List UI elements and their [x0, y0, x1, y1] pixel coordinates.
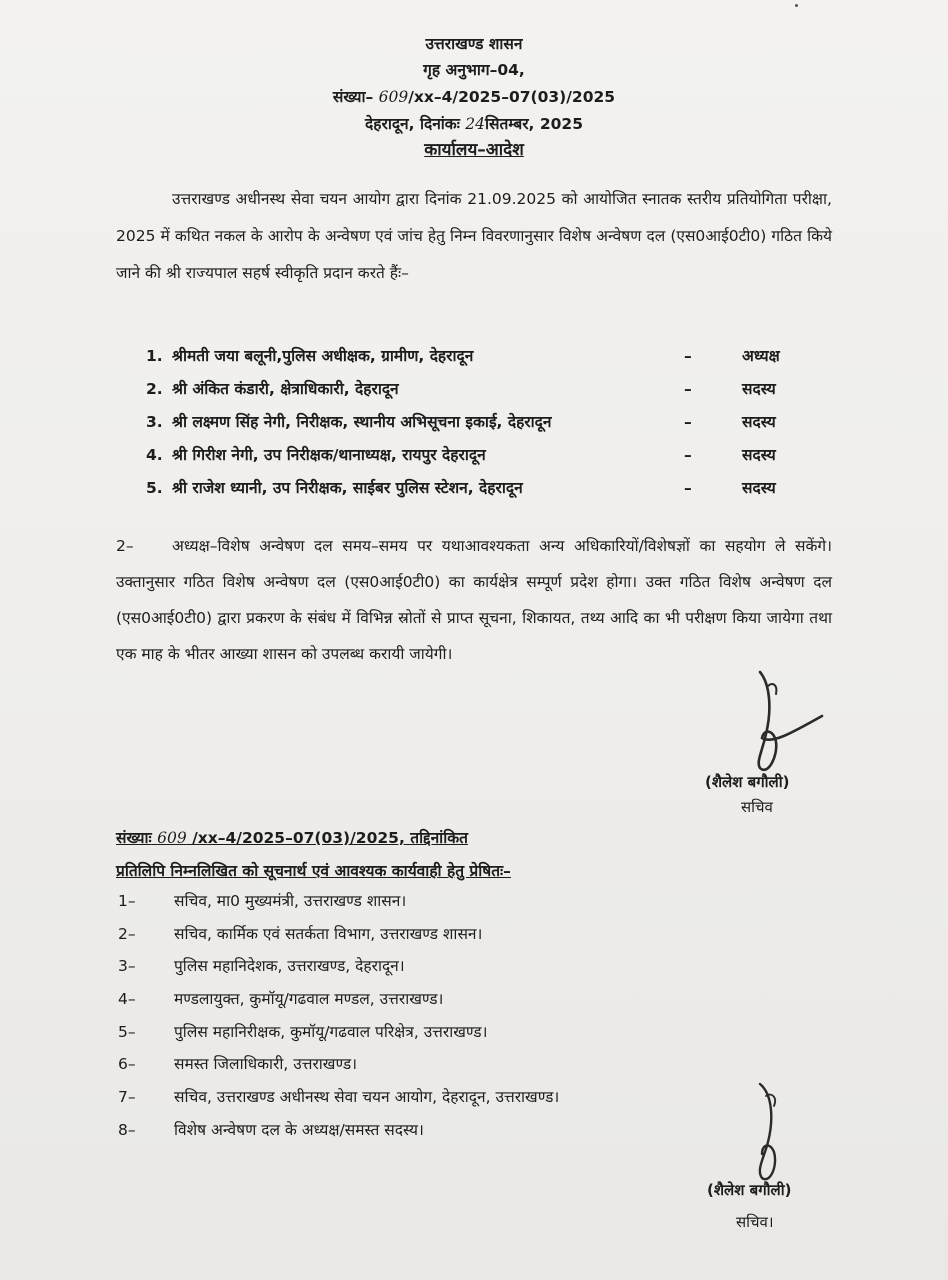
order-paragraph-1: उत्तराखण्ड अधीनस्थ सेवा चयन आयोग द्वारा दिनांक 21.09.2025 को आयोजित स्नातक स्तरीय प्रतियोगिता परीक्षा, 2025 में कथित नकल के आरोप के अन्वेषण एवं जांच हेतु निम्न विवरणानुसार विशेष अन्वेषण दल (एस0आई0टी0) गठित किये जाने की श्री राज्यपाल सहर्ष स्वीकृति प्रदान करते हैंः– — [116, 190, 832, 282]
list-item: 2. श्री अंकित कंडारी, क्षेत्राधिकारी, देहरादून – सदस्य — [146, 373, 806, 406]
handwritten-number: 609 — [157, 829, 187, 847]
signatory-name: (शैलेश बगौली) — [707, 1181, 792, 1199]
member-role: सदस्य — [742, 446, 776, 464]
copy-forwarded-heading: प्रतिलिपि निम्नलिखित को सूचनार्थ एवं आवश्यक कार्यवाही हेतु प्रेषितः– — [116, 862, 511, 880]
paper-speck — [795, 4, 798, 7]
signature-mark — [742, 664, 832, 779]
signature-mark — [738, 1078, 808, 1188]
paragraph-number: 2– — [116, 537, 134, 555]
signatory-name: (शैलेश बगौली) — [705, 773, 790, 791]
list-item: 6– समस्त जिलाधिकारी, उत्तराखण्ड। — [118, 1055, 358, 1074]
list-item: 1– सचिव, मा0 मुख्यमंत्री, उत्तराखण्ड शासन। — [118, 892, 407, 910]
order-paragraph-2: 2– अध्यक्ष–विशेष अन्वेषण दल समय–समय पर यथाआवश्यकता अन्य अधिकारियों/विशेषज्ञों का सहयोग ले सकेंगे। उक्तानुसार गठित विशेष अन्वेषण दल (एस0आई0टी0) का कार्यक्षेत्र सम्पूर्ण प्रदेश होगा। उक्त गठित विशेष अन्वेषण दल (एस0आई0टी0) द्वारा प्रकरण के संबंध में विभिन्न स्रोतों से प्राप्त सूचना, शिकायत, तथ्य आदि का भी परीक्षण किया जायेगा तथा एक माह के भीतर आख्या शासन को उपलब्ध करायी जायेगी। — [116, 528, 832, 672]
government-title: उत्तराखण्ड शासन — [425, 35, 523, 53]
office-order-title: कार्यालय–आदेश — [424, 140, 524, 160]
list-item: 1. श्रीमती जया बलूनी,पुलिस अधीक्षक, ग्रामीण, देहरादून – अध्यक्ष — [146, 340, 806, 373]
signatory-title: सचिव। — [736, 1213, 774, 1231]
list-item: 7– सचिव, उत्तराखण्ड अधीनस्थ सेवा चयन आयोग, देहरादून, उत्तराखण्ड। — [118, 1088, 560, 1107]
department-section: गृह अनुभाग–04, — [423, 61, 525, 79]
list-item: 8– विशेष अन्वेषण दल के अध्यक्ष/समस्त सदस्य। — [118, 1120, 424, 1139]
member-role: सदस्य — [742, 413, 776, 431]
handwritten-day: 24 — [465, 115, 485, 133]
list-item: 5– पुलिस महानिरीक्षक, कुमॉयू/गढवाल परिक्षेत्र, उत्तराखण्ड। — [118, 1022, 488, 1041]
list-item: 3– पुलिस महानिदेशक, उत्तराखण्ड, देहरादून। — [118, 957, 405, 976]
handwritten-number: 609 — [378, 88, 409, 106]
member-role: अध्यक्ष — [742, 347, 780, 365]
list-item: 4. श्री गिरीश नेगी, उप निरीक्षक/थानाध्यक्ष, रायपुर देहरादून – सदस्य — [146, 439, 806, 472]
order-date: देहरादून, दिनांकः 24सितम्बर, 2025 — [365, 115, 583, 133]
list-item: 4– मण्डलायुक्त, कुमॉयू/गढवाल मण्डल, उत्तराखण्ड। — [118, 990, 444, 1009]
endorsement-reference: संख्याः 609 /xx–4/2025–07(03)/2025, तद्दिनांकित — [116, 829, 468, 847]
order-reference-number: संख्या– 609/xx–4/2025–07(03)/2025 — [332, 88, 616, 106]
recipients-list — [116, 885, 756, 1147]
sit-members-list — [146, 340, 806, 505]
signatory-title: सचिव — [741, 798, 773, 816]
list-item: 5. श्री राजेश ध्यानी, उप निरीक्षक, साईबर पुलिस स्टेशन, देहरादून – सदस्य — [146, 472, 806, 505]
member-role: सदस्य — [742, 479, 776, 497]
member-role: सदस्य — [742, 380, 776, 398]
list-item: 2– सचिव, कार्मिक एवं सतर्कता विभाग, उत्तराखण्ड शासन। — [118, 924, 483, 943]
list-item: 3. श्री लक्ष्मण सिंह नेगी, निरीक्षक, स्थानीय अभिसूचना इकाई, देहरादून – सदस्य — [146, 406, 806, 439]
